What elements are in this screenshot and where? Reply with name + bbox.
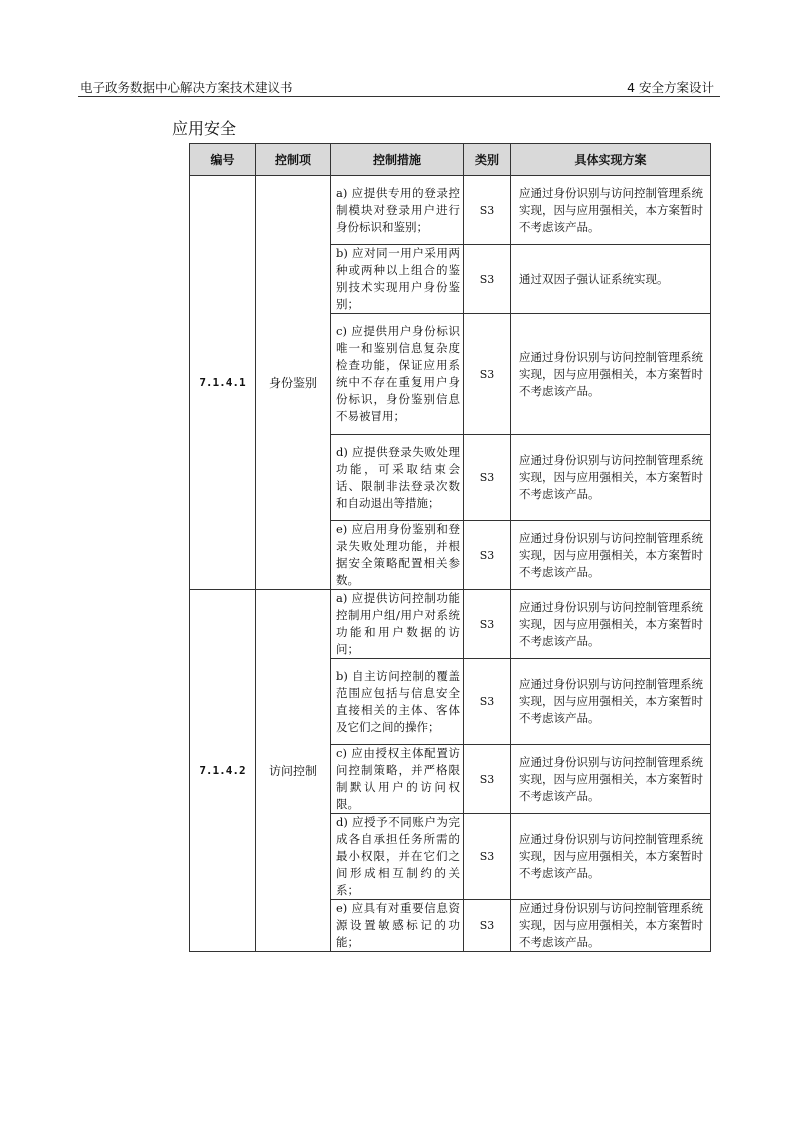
document-title: 电子政务数据中心解决方案技术建议书 bbox=[80, 80, 293, 95]
control-measure: e) 应具有对重要信息资源设置敏感标记的功能； bbox=[331, 900, 464, 952]
implementation: 应通过身份识别与访问控制管理系统实现，因与应用强相关，本方案暂时不考虑该产品。 bbox=[511, 176, 711, 245]
control-measure: c) 应由授权主体配置访问控制策略，并严格限制默认用户的访问权限。 bbox=[331, 745, 464, 814]
category: S3 bbox=[464, 314, 511, 435]
implementation: 应通过身份识别与访问控制管理系统实现，因与应用强相关，本方案暂时不考虑该产品。 bbox=[511, 659, 711, 745]
control-measure: d) 应提供登录失败处理功能，可采取结束会话、限制非法登录次数和自动退出等措施； bbox=[331, 435, 464, 521]
category: S3 bbox=[464, 659, 511, 745]
implementation: 应通过身份识别与访问控制管理系统实现，因与应用强相关，本方案暂时不考虑该产品。 bbox=[511, 900, 711, 952]
control-measure: b) 自主访问控制的覆盖范围应包括与信息安全直接相关的主体、客体及它们之间的操作； bbox=[331, 659, 464, 745]
control-measure: c) 应提供用户身份标识唯一和鉴别信息复杂度检查功能，保证应用系统中不存在重复用户身份标识，身份鉴别信息不易被冒用； bbox=[331, 314, 464, 435]
control-measure: a) 应提供访问控制功能控制用户组/用户对系统功能和用户数据的访问； bbox=[331, 590, 464, 659]
table-row bbox=[190, 590, 711, 659]
control-measure: d) 应授予不同账户为完成各自承担任务所需的最小权限，并在它们之间形成相互制约的关系； bbox=[331, 814, 464, 900]
control-code: 7.1.4.1 bbox=[190, 176, 256, 590]
control-measure: e) 应启用身份鉴别和登录失败处理功能，并根据安全策略配置相关参数。 bbox=[331, 521, 464, 590]
implementation: 应通过身份识别与访问控制管理系统实现，因与应用强相关，本方案暂时不考虑该产品。 bbox=[511, 435, 711, 521]
category: S3 bbox=[464, 590, 511, 659]
implementation: 应通过身份识别与访问控制管理系统实现，因与应用强相关，本方案暂时不考虑该产品。 bbox=[511, 521, 711, 590]
implementation: 应通过身份识别与访问控制管理系统实现，因与应用强相关，本方案暂时不考虑该产品。 bbox=[511, 314, 711, 435]
page-header bbox=[78, 78, 720, 97]
section-title: 应用安全 bbox=[172, 119, 237, 138]
control-measure: b) 应对同一用户采用两种或两种以上组合的鉴别技术实现用户身份鉴别； bbox=[331, 245, 464, 314]
column-header: 具体实现方案 bbox=[511, 144, 711, 176]
column-header: 控制措施 bbox=[331, 144, 464, 176]
control-item: 访问控制 bbox=[256, 590, 331, 952]
control-item: 身份鉴别 bbox=[256, 176, 331, 590]
implementation: 通过双因子强认证系统实现。 bbox=[511, 245, 711, 314]
table-header-row bbox=[190, 144, 711, 176]
control-measure: a) 应提供专用的登录控制模块对登录用户进行身份标识和鉴别； bbox=[331, 176, 464, 245]
implementation: 应通过身份识别与访问控制管理系统实现，因与应用强相关，本方案暂时不考虑该产品。 bbox=[511, 814, 711, 900]
table-row bbox=[190, 176, 711, 245]
column-header: 控制项 bbox=[256, 144, 331, 176]
chapter-title: 4 安全方案设计 bbox=[627, 80, 714, 95]
category: S3 bbox=[464, 435, 511, 521]
category: S3 bbox=[464, 900, 511, 952]
category: S3 bbox=[464, 745, 511, 814]
implementation: 应通过身份识别与访问控制管理系统实现，因与应用强相关，本方案暂时不考虑该产品。 bbox=[511, 745, 711, 814]
column-header: 编号 bbox=[190, 144, 256, 176]
control-code: 7.1.4.2 bbox=[190, 590, 256, 952]
category: S3 bbox=[464, 245, 511, 314]
category: S3 bbox=[464, 814, 511, 900]
column-header: 类别 bbox=[464, 144, 511, 176]
implementation: 应通过身份识别与访问控制管理系统实现，因与应用强相关，本方案暂时不考虑该产品。 bbox=[511, 590, 711, 659]
category: S3 bbox=[464, 176, 511, 245]
category: S3 bbox=[464, 521, 511, 590]
security-table bbox=[189, 143, 711, 952]
